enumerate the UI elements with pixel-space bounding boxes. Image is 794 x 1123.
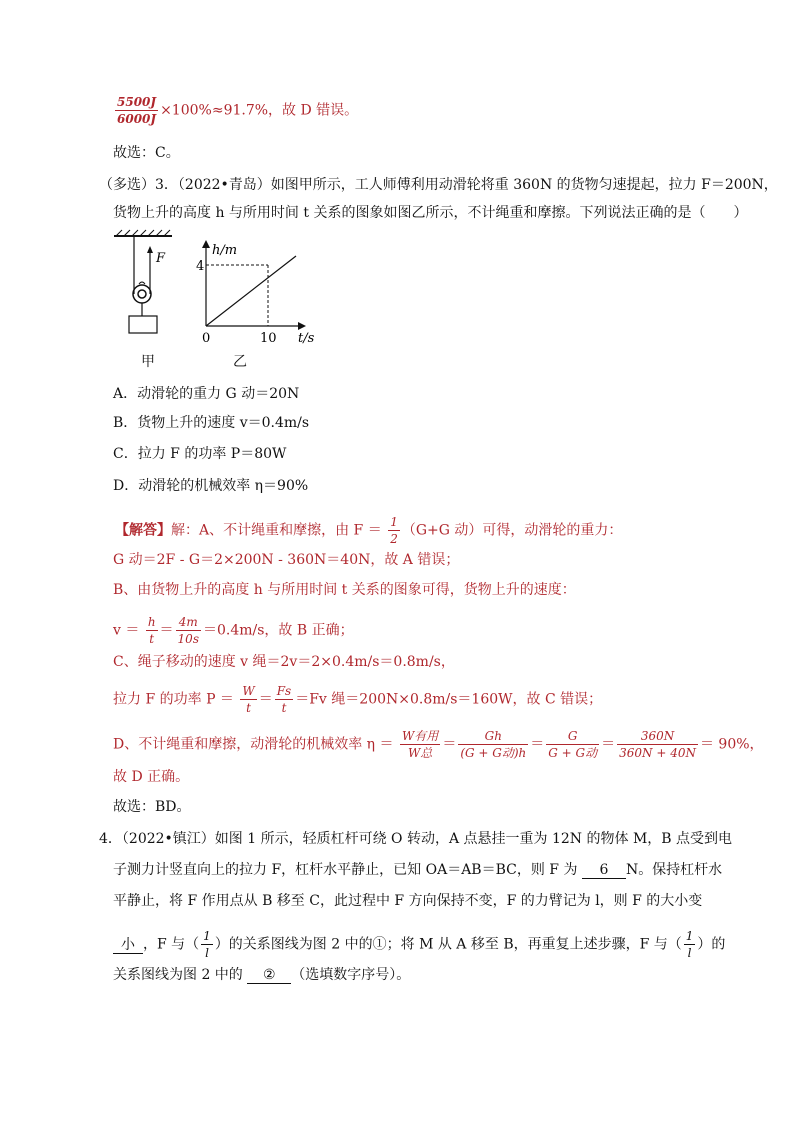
option-d: D．动滑轮的机械效率 η＝90% [113, 478, 309, 494]
option-c: C．拉力 F 的功率 P＝80W [113, 446, 287, 462]
speed-fraction-2: $\frac{4m}{10s}$ [177, 615, 199, 646]
origin-label: 0 [202, 331, 211, 346]
data-line [206, 256, 296, 326]
solution-line7: D、不计绳重和摩擦，动滑轮的机械效率 η ＝ $\frac{\text{W有用}}{\text{W总}}$ ＝ $\frac{Gh}{\text{(G + G动)h}}$ ＝ $\frac{G}{\text{G + G动}}$ ＝ $\frac{360N}{360N + 40N}$ ＝ 90%， [113, 729, 764, 760]
fraction-denominator: 6000J [117, 112, 157, 126]
option-b: B．货物上升的速度 v＝0.4m/s [113, 415, 310, 431]
efficiency-fraction [115, 94, 158, 127]
q4-blank-1: 6 [582, 862, 626, 879]
y-axis-label: h/m [212, 243, 238, 258]
q4-line1: 4．（2022•镇江）如图 1 所示，轻质杠杆可绕 O 转动，A 点悬挂一重为 12N 的物体 M，B 点受到电 [99, 831, 733, 847]
q4-blank-3: ② [247, 967, 291, 984]
x-tick-label: 10 [260, 331, 277, 346]
solution-line5: C、绳子移动的速度 v 绳＝2v＝2×0.4m/s＝0.8m/s， [113, 654, 455, 670]
q4-line5: 关系图线为图 2 中的 ② （选填数字序号）。 [113, 967, 411, 983]
reciprocal-l-fraction-2: $\frac{1}{l}$ [685, 929, 694, 960]
efficiency-frac-4: $\frac{360N}{360N + 40N}$ [619, 729, 696, 760]
fraction-numerator: 5500J [117, 95, 157, 109]
q3-answer: 故选：BD。 [113, 799, 191, 815]
q4-line3: 平静止，将 F 作用点从 B 移至 C，此过程中 F 方向保持不变，F 的力臂记为 l，则 F 的大小变 [113, 893, 703, 909]
efficiency-frac-3: $\frac{G}{\text{G + G动}}$ [548, 729, 598, 760]
x-axis-label: t/s [298, 331, 315, 346]
option-a: A．动滑轮的重力 G 动＝20N [113, 386, 300, 402]
power-fraction-2: $\frac{Fs}{t}$ [276, 684, 292, 715]
solution-line2: G 动＝2F - G＝2×200N - 360N＝40N，故 A 错误； [113, 552, 460, 568]
q4-blank-2: 小 [113, 937, 143, 954]
figure-jia-label: 甲 [141, 354, 155, 370]
y-tick-label: 4 [196, 259, 205, 274]
force-label: F [156, 251, 166, 266]
efficiency-frac-1: $\frac{\text{W有用}}{\text{W总}}$ [401, 729, 439, 760]
solution-tag: 【解答】 [115, 522, 171, 539]
prev-solution-text: ×100%≈91.7%，故 D 错误。 [160, 102, 359, 119]
q4-line4: 小 ，F 与（ $\frac{1}{l}$ ）的关系图线为图 2 中的①；将 M 从 A 移至 B，再重复上述步骤，F 与（ $\frac{1}{l}$ ）的 [113, 928, 725, 961]
pulley-figure [110, 228, 180, 348]
efficiency-frac-2: $\frac{Gh}{\text{(G + G动)h}}$ [460, 729, 527, 760]
reciprocal-l-fraction-1: $\frac{1}{l}$ [203, 929, 211, 960]
speed-fraction-1: $\frac{h}{t}$ [147, 615, 156, 646]
solution-line6: 拉力 F 的功率 P ＝ $\frac{W}{t}$ ＝ $\frac{Fs}{t}$ ＝Fv 绳＝200N×0.8m/s＝160W，故 C 错误； [113, 684, 603, 715]
solution-line1: 【解答】解：A、不计绳重和摩擦，由 F ＝ $\frac{1}{2}$ （G+G 动）可得，动滑轮的重力： [115, 515, 623, 546]
solution-line8: 故 D 正确。 [113, 769, 190, 785]
power-fraction-1: $\frac{W}{t}$ [242, 684, 255, 715]
q3-stem-line2: 货物上升的高度 h 与所用时间 t 关系的图象如图乙所示，不计绳重和摩擦。下列说法正确的是（ ） [113, 205, 748, 221]
figure-yi-label: 乙 [233, 354, 247, 370]
half-fraction: $\frac{1}{2}$ [390, 515, 398, 546]
prev-solution-tail [113, 94, 358, 127]
solution-line3: B、由货物上升的高度 h 与所用时间 t 关系的图象可得，货物上升的速度： [113, 582, 576, 598]
solution-line4: v ＝ $\frac{h}{t}$ ＝ $\frac{4m}{10s}$ ＝0.4m/s，故 B 正确； [113, 615, 354, 646]
prev-answer: 故选：C。 [113, 145, 180, 161]
h-t-graph [190, 236, 330, 346]
q3-stem-line1: （多选）3．（2022•青岛）如图甲所示，工人师傅利用动滑轮将重 360N 的货物匀速提起，拉力 F＝200N， [99, 177, 778, 193]
q4-line2: 子测力计竖直向上的拉力 F，杠杆水平静止，已知 OA＝AB＝BC，则 F 为 6 N。保持杠杆水 [113, 862, 723, 878]
